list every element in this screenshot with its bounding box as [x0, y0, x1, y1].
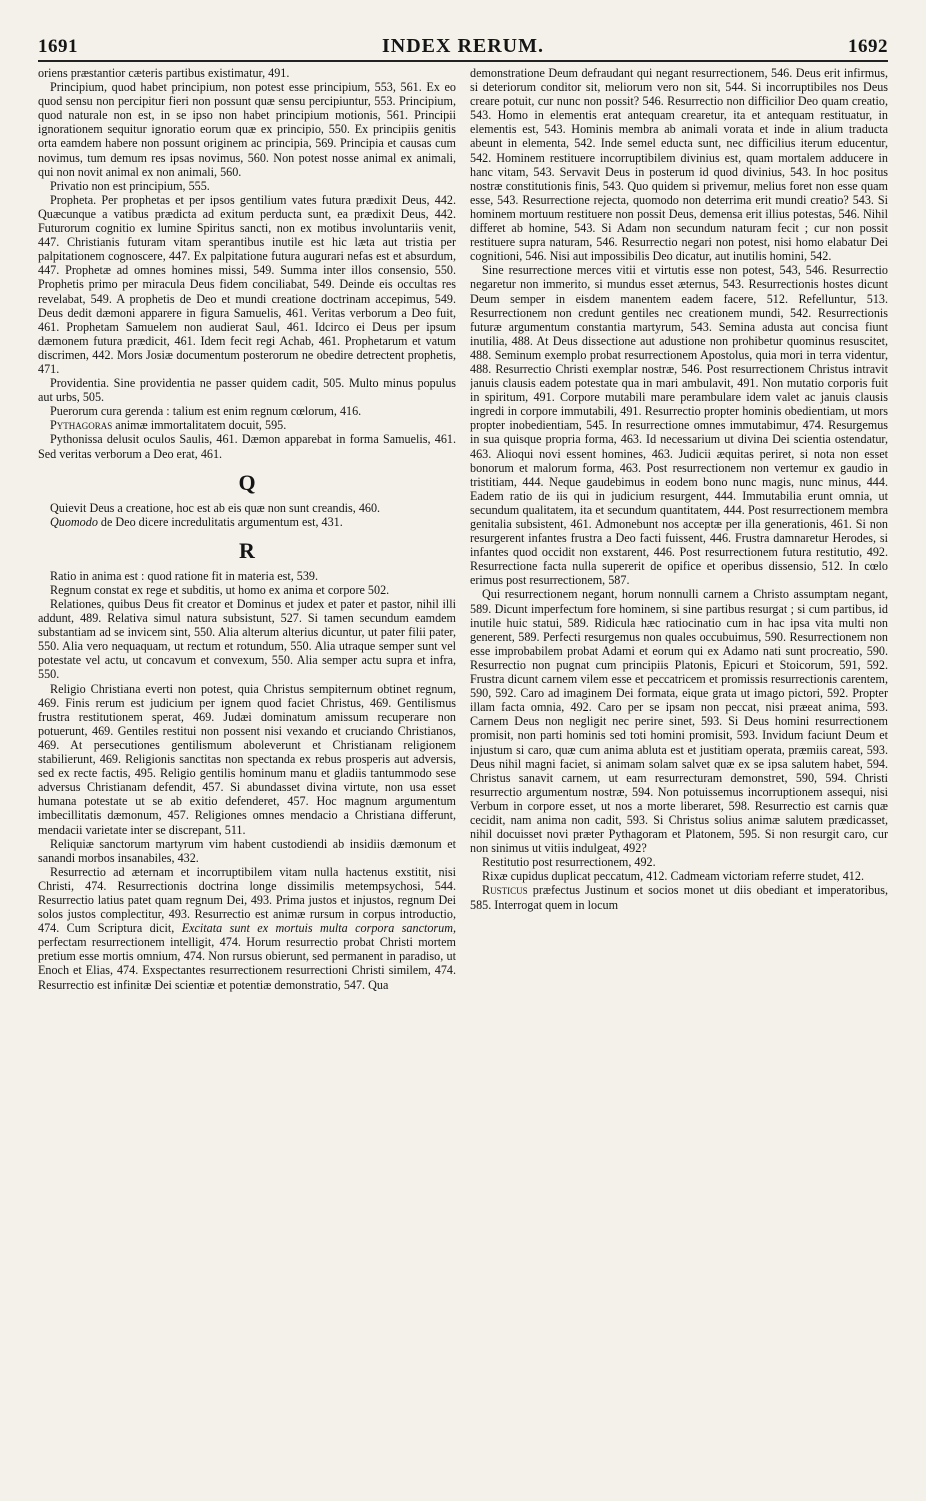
index-entry: Regnum constat ex rege et subditis, ut homo ex anima et corpore 502. [50, 582, 390, 597]
index-entry: Qui resurrectionem negant, horum nonnulli carnem a Christo assumptam negant, 589. Dicunt imperfectum fore hominem, si sine partibus resurgat ; si cum partibus, id inutile huic statui, 589. Ridicula hæc ratiocinatio cum in hac ipsa vita multi non generent, 589. Perfecti resurgemus non quales occubuimus, 590. Resurrectionem non esse improbabilem probat Adami et eorum qui ex Adamo nati sunt procreatio, 590. Resurrectio non pugnat cum principiis Platonis, Epicuri et Stoicorum, 591, 592. Frustra dicunt carnem vilem esse et peccatricem et promissis resurrectionis carentem, 590, 592. Caro ad imaginem Dei formata, eique grata ut imago pictori, 592. Propter illam facta omnia, 492. Caro per se ipsam non peccat, nisi præeat anima, 593. Carnem Deus non negligit nec perire sinet, 593. Si Deus homini resurrectionem promisit, non parti hominis sed toti homini promisit, 593. Invidum faciunt Deum et injustum si caro, quæ cum anima abluta est et justitiam operata, præmiis careat, 593. Deus nihil magni faciet, si animam solam salvet quæ ex se ipsa salutem habet, 594. Christus sanavit carnem, ut eam resurrecturam demonstret, 590, 594. Christi resurrectio argumentum nostræ, 594. Non potuissemus incorruptionem assequi, nisi Verbum in corpore esset, ut nos a morte liberaret, 598. Resurrectio est carnis quæ cecidit, nam anima non cadit, 593. Si Christus solius animæ salutem prædicasset, nihil docuisset novi præter Pythagoram et Platonem, 595. Si non resurgit caro, cur non sinimus ut vitiis indulgeat, 492? [470, 587, 888, 856]
index-entry: Pythonissa delusit oculos Saulis, 461. Dæmon apparebat in forma Samuelis, 461. Sed veritas verborum a Deo erat, 461. [38, 432, 456, 461]
index-entry: Principium, quod habet principium, non potest esse principium, 553, 561. Ex eo quod sensu non percipitur fieri non possunt quæ sensu percipiuntur, 553. Principium, quod naturale non est, in se ipso non habet principium motionis, 561. Principii ignorationem sequitur ignoratio eorum quæ ex principio, 550. Ex principiis genitis orta eamdem habere non possunt originem ac principia, 569. Principia et causas cum novimus, tum demum res ipsas novimus, 560. Non potest nosse animal ex animali, qui non novit animal ex non animali, 560. [38, 80, 456, 179]
index-entry: oriens præstantior cæteris partibus existimatur, 491. [38, 66, 290, 80]
index-entry: Providentia. Sine providentia ne passer quidem cadit, 505. Multo minus populus aut urbs, 505. [38, 376, 456, 405]
entry-text: de Deo dicere incredulitatis argumentum est, 431. [97, 514, 343, 529]
index-entry [38, 865, 456, 992]
index-entry: Propheta. Per prophetas et per ipsos gentilium vates futura prædixit Deus, 442. Quæcunque a vatibus prædicta ad exitum perducta sunt, ea prædixit Deus, 442. Futurorum cognitio ex lumine Spiritus sancti, non ex motibus involuntariis venit, 447. Christianis futuram vitam sperantibus inutile est hic læta aut tristia per palpitationem cognoscere, 447. Ex palpitatione futura augurari nefas est et absurdum, 447. Prophetæ ad omnes homines missi, 549. Summa inter illos consensio, 550. Prophetis primo per miracula Deus fidem conciliabat, 549. Deinde eis occultas res revelabat, 549. A prophetis de Deo et mundi creatione doctrinam accepimus, 549. Deus dedit dæmoni apparere in figura Samuelis, 461. Veritas verborum a Deo fuit, 461. Prophetam Samuelem non audierat Saul, 461. Idcirco ei Deus per ipsum dæmonem futura prædicit, 461. Idem fecit regi Achab, 461. Prophetarum et vatum discrimen, 442. Mors Josiæ documentum posterorum ne obedire detrectent prophetis, 471. [38, 192, 456, 376]
page-number-right: 1692 [848, 36, 888, 57]
entry-headword: Quomodo [50, 514, 98, 529]
left-column [38, 66, 456, 1489]
index-entry: Quievit Deus a creatione, hoc est ab eis quæ non sunt creandis, 460. [50, 500, 381, 515]
index-entry: Rixæ cupidus duplicat peccatum, 412. Cadmeam victoriam referre studet, 412. [482, 869, 864, 884]
page-number-left: 1691 [38, 36, 78, 57]
index-entry [470, 883, 888, 911]
entry-text: perfectam resurrectionem intelligit, 474. Horum resurrectio probat Christi mortem pretium esse mortis omnium, 474. Non rursus obierunt, sed permanent in paradiso, ut Enoch et Elias, 474. Exspectantes resurrectionem resurrectioni Christi similem, 474. Resurrectio est infinitæ Dei scientiæ et potentiæ demonstratio, 547. Qua [38, 935, 456, 992]
scripture-quote: Excitata sunt ex mortuis multa corpora sanctorum, [181, 921, 456, 936]
text-columns [38, 66, 888, 1489]
index-entry: Sine resurrectione merces vitii et virtutis esse non potest, 543, 546. Resurrectio negaretur non immerito, si mundus esset æternus, 543. Resurrectionis hostes dicunt Deum semper in eisdem manentem eadem facere, 512. Refelluntur, 513. Resurrectionem non credunt gentiles nec creationem mundi, 542. Resurrectionis futuræ argumentum constantia martyrum, 543. Semina adusta aut concisa fiunt inutilia, 488. At Deus dissectione aut adustione non prohibetur quominus resuscitet, 488. Seminum exemplo probat resurrectionem Apostolus, quia mori in terra videntur, 488. Resurrectio Christi exemplar nostræ, 546. Post resurrectionem Christus intravit januis clausis eadem potestate qua in mari ambulavit, 491. Non mutatio corporis fuit in spiritum, 491. Corpore mutabili mare perambulare idem valet ac januis clausis ingredi in corpore immutabili, 491. Resurrectio propter hominis obedientiam, ut mors propter inobedientiam, 545. In resurrectione omnes immutabimur, 474. Resurgemus in sua quisque propria forma, 463. Id necessarium ut divina Dei scientia ostendatur, 463. Alioqui novi essent homines, 463. Judicii æquitas periret, si nota non esset bonorum et malorum forma, 463. Post resurrectionem non vertemur ex gaudio in tristitiam, 444. Neque gaudebimus in eodem bono nunc magis, nunc minus, 444. Eadem ratio de iis qui in judicium resurgent, 444. Immutabilia erunt omnia, ut secundum qualitatem, ita et secundum quantitatem, 444. Post resurrectionem membra genitalia subsistent, 461. Admonebunt nos acceptæ per illa generationis, 461. Si non resurgerent infantes frustra a Deo facti fuissent, 446. Frustra damnaretur Herodes, si infantes quod occidit non exstarent, 446. Post resurrectionem futura restitutio, 492. Resurrectione facta nulla supererit de opifice et operibus dissensio, 512. In cœlo erimus post resurrectionem, 587. [470, 263, 888, 588]
index-entry: Privatio non est principium, 555. [50, 178, 210, 193]
entry-text: Resurrectio ad æternam et incorruptibilem vitam nulla hactenus exstitit, nisi Christi, 474. Resurrectionis doctrina longe dissimilis metempsychosi, 544. Resurrectio latius patet quam regnum Dei, 493. Prima justos et injustos, regnum Dei solos justos complectitur, 493. Resurrectio est animæ rursum in corpus introductio, 474. Cum Scriptura dicit, [38, 864, 456, 936]
index-entry: demonstratione Deum defraudant qui negant resurrectionem, 546. Deus erit infirmus, si deteriorum conditor sit, meliorum vero non sit, 544. Si incorruptibiles nos Deus creare potuit, cur nunc non possit? 546. Resurrectio non difficilior Deo quam creatio, 543. Homo in elementis erat antequam crearetur, ita et antequam restituatur, in elementis est, 543. Hominis membra ab animali vorata et inde in alium traducta abeunt in elementa, 542. Inde semel educta sunt, nec difficilius iterum educentur, 542. Hominem restituere incorruptibilem divinius est, quam mortalem adducere in hanc vitam, 543. Servavit Deus in posterum id quod divinius, 543. In hoc positus nostræ constitutionis finis, 543. Quo quidem si privemur, melius foret non esse quam esse, 543. Resurrectione rejecta, quomodo non deterrima erit mundi creatio? 543. Si hominem mortuum restituere non possit Deus, demensa erit illius potestas, 546. Nihil differet ab homine, 543. Si Adam non secundum naturam fecit ; cur non possit restituere supra naturam, 546. Resurrectio negari non potest, nisi homo elabatur Dei cognitioni, 546. Nisi aut impossibilis Deo dicatur, aut inutilis homini, 542. [470, 66, 888, 264]
entry-headword: Pythagoras [50, 418, 113, 433]
right-column [470, 66, 888, 1489]
index-entry: Relationes, quibus Deus fit creator et Dominus et judex et pater et pastor, nihil illi addunt, 489. Relativa simul natura subsistunt, 527. Si tamen secundum eamdem substantiam ad se invicem sint, 550. Alia alterum alterius dicuntur, ut pater filii pater, 550. Alia vero nequaquam, ut rectum et rotundum, 550. Alia utraque semper sunt vel potestate vel actu, ut concavum et convexum, 550. Alia semper actu supra et infra, 550. [38, 597, 456, 682]
section-letter-r: R [239, 537, 255, 563]
entry-headword: Rusticus [482, 883, 528, 898]
index-entry: Puerorum cura gerenda : talium est enim regnum cœlorum, 416. [50, 404, 362, 419]
index-entry: Restitutio post resurrectionem, 492. [482, 855, 656, 870]
entry-text: præfectus Justinum et socios monet ut diis obediant et imperatoribus, 585. Interrogat quem in locum [470, 883, 888, 912]
page-header [38, 36, 888, 62]
index-entry: Religio Christiana everti non potest, quia Christus sempiternum obtinet regnum, 469. Finis rerum est judicium per ignem quod faciet Christus, 469. Gentilismus frustra restitutionem sperat, 469. Judæi dominatum amissum recuperare non potuerunt, 469. Gentiles restitui non possent nisi vexando et cruciando Christianos, 469. At persecutiones gentilismum aboleverunt et Christianam religionem stabilierunt, 469. Religionis sanctitas non spectanda ex rebus prosperis aut adversis, sed ex recte factis, 495. Religio gentilis hominum manu et gladiis tantummodo sese adversus Christianam defendit, 457. Si abundasset divina virtute, non usa esset humana potestate ut se ab exitio defenderet, 457. Hoc magnum argumentum imbecillitatis dæmonum, 457. Religiones omnes mendacio a Christiana differunt, mendacii varietate inter se discrepant, 511. [38, 681, 456, 837]
entry-text: animæ immortalitatem docuit, 595. [112, 418, 287, 433]
running-title: INDEX RERUM. [382, 35, 544, 57]
index-entry: Reliquiæ sanctorum martyrum vim habent custodiendi ab insidiis dæmonum et sanandi morbos insanabiles, 432. [38, 836, 456, 865]
section-letter-q: Q [238, 469, 256, 495]
index-entry [38, 418, 456, 432]
index-entry: Ratio in anima est : quod ratione fit in materia est, 539. [50, 568, 319, 583]
index-entry [38, 515, 456, 529]
